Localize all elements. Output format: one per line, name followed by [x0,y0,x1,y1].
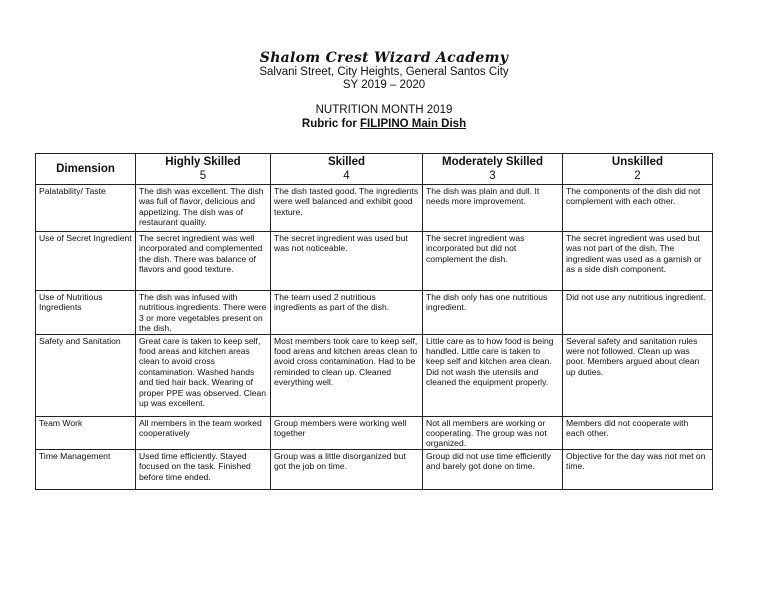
dimension-cell: Team Work [36,416,136,449]
table-row [36,232,713,291]
school-name: Shalom Crest Wizard Academy [259,50,509,66]
dimension-cell: Palatability/ Taste [36,185,136,232]
column-header-dimension: Dimension [36,154,136,185]
criteria-cell: Most members took care to keep self, food areas and kitchen areas clean to avoid cross contamination. Had to be reminded to clean up. Cleaned everything well. [271,334,423,416]
score-5: 5 [199,170,207,182]
criteria-cell: Several safety and sanitation rules were not followed. Clean up was poor. Members argued about clean up duties. [563,334,713,416]
score-3: 3 [489,170,496,182]
dimension-cell: Time Management [36,449,136,489]
rubric-table [35,153,713,490]
school-address: Salvani Street, City Heights, General Santos City [259,66,509,78]
criteria-cell: Little care as to how food is being handled. Little care is taken to keep self and kitchen area clean. Did not wash the utensils and cleaned the equipment properly. [423,334,563,416]
criteria-cell: Great care is taken to keep self, food areas and kitchen areas clean to avoid cross contamination. Washed hands and tied hair back. Wearing of proper PPE was observed. Clean up was excellent. [136,334,271,416]
criteria-cell: Not all members are working or cooperating. The group was not organized. [423,416,563,449]
criteria-cell: The dish was excellent. The dish was full of flavor, delicious and appetizing. The dish was of restaurant quality. [136,185,271,232]
criteria-cell: The team used 2 nutritious ingredients as part of the dish. [271,291,423,335]
column-header-skilled: Skilled 4 [271,154,423,185]
rubric-title-dish: FILIPINO Main Dish [360,118,467,130]
criteria-cell: The dish was plain and dull. It needs more improvement. [423,185,563,232]
table-header-row [36,154,713,185]
criteria-cell: The dish was infused with nutritious ingredients. There were 3 or more vegetables present on the dish. [136,291,271,335]
criteria-cell: The secret ingredient was used but was not part of the dish. The ingredient was used as a garnish or as a side dish component. [563,232,713,291]
criteria-cell: The secret ingredient was incorporated but did not complement the dish. [423,232,563,291]
table-row [36,449,713,489]
table-row [36,416,713,449]
table-row [36,291,713,335]
criteria-cell: The secret ingredient was well incorporated and complemented the dish. There was balance of flavors and good texture. [136,232,271,291]
criteria-cell: Group members were working well together [271,416,423,449]
criteria-cell: Group did not use time efficiently and barely got done on time. [423,449,563,489]
criteria-cell: Group was a little disorganized but got the job on time. [271,449,423,489]
table-row [36,334,713,416]
dimension-cell: Safety and Sanitation [36,334,136,416]
criteria-cell: The secret ingredient was used but was not noticeable. [271,232,423,291]
criteria-cell: Did not use any nutritious ingredient. [563,291,713,335]
score-2: 2 [634,170,641,182]
event-title: NUTRITION MONTH 2019 [315,104,453,116]
rubric-title [0,117,768,131]
school-year: SY 2019 – 2020 [342,79,426,91]
criteria-cell: Used time efficiently. Stayed focused on the task. Finished before time ended. [136,449,271,489]
rubric-title-prefix: Rubric for [301,118,361,130]
criteria-cell: All members in the team worked cooperatively [136,416,271,449]
column-header-highly-skilled: Highly Skilled 5 [136,154,271,185]
criteria-cell: The dish only has one nutritious ingredient. [423,291,563,335]
criteria-cell: Members did not cooperate with each other. [563,416,713,449]
dimension-cell: Use of Nutritious Ingredients [36,291,136,335]
table-row [36,185,713,232]
criteria-cell: Objective for the day was not met on time. [563,449,713,489]
document-header [0,50,768,131]
score-4: 4 [343,170,350,182]
column-header-unskilled: Unskilled 2 [563,154,713,185]
criteria-cell: The components of the dish did not complement with each other. [563,185,713,232]
column-header-moderately-skilled: Moderately Skilled 3 [423,154,563,185]
dimension-cell: Use of Secret Ingredient [36,232,136,291]
criteria-cell: The dish tasted good. The ingredients were well balanced and exhibit good texture. [271,185,423,232]
